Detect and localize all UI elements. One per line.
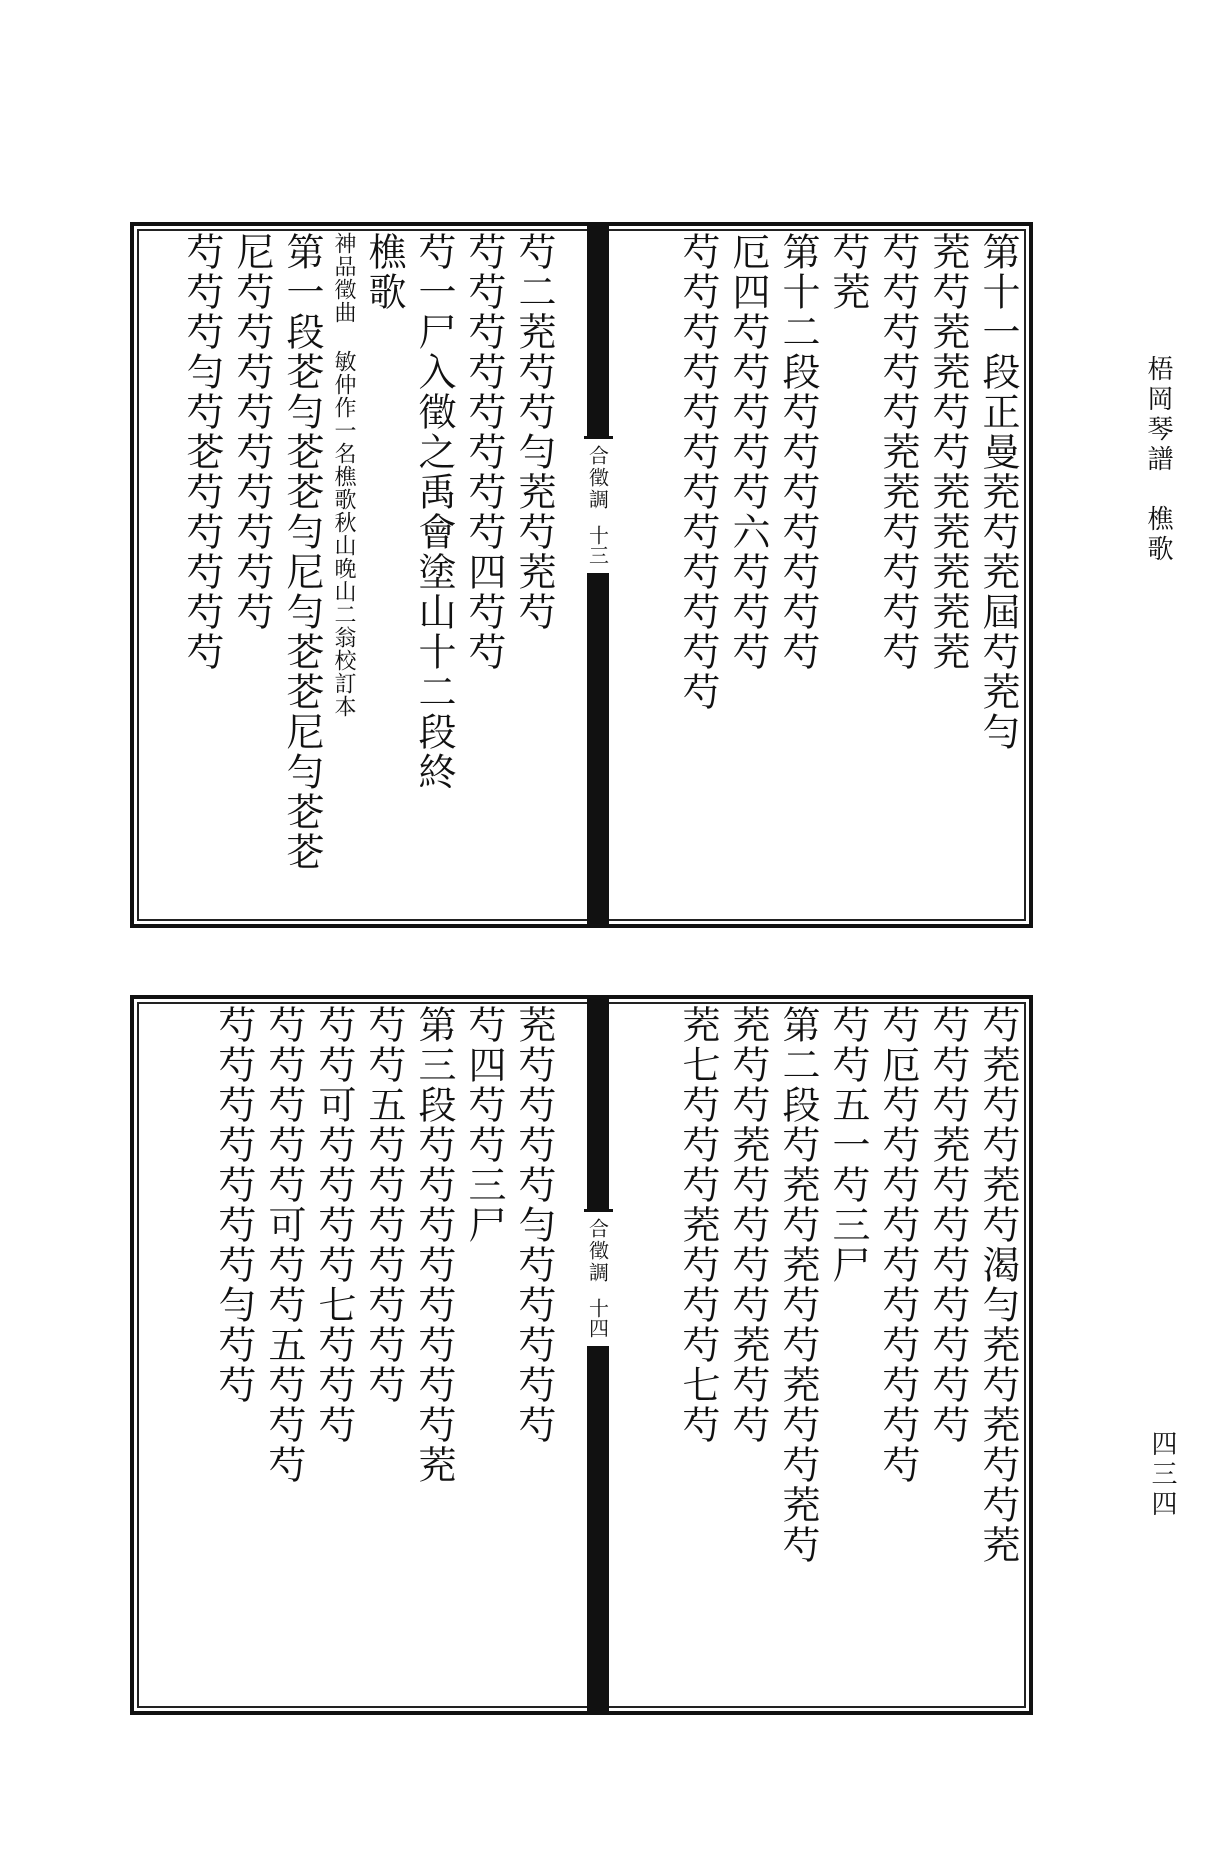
text-column: 芍四芍芍三尸 xyxy=(462,1005,506,1245)
page-block-bottom xyxy=(130,995,1033,1715)
center-spine-bottom xyxy=(581,999,615,1711)
mode-mark: 合徵調 xyxy=(584,436,613,517)
text-column: 第十二段芍芍芍芍芍芍芍 xyxy=(776,232,820,672)
text-column: 芍芍五一芍三尸 xyxy=(826,1005,870,1285)
center-spine-top xyxy=(581,226,615,924)
mode-mark: 合徵調 xyxy=(584,1209,613,1290)
page-number: 四三四 xyxy=(1147,1430,1177,1520)
piece-title: 樵歌 xyxy=(362,232,406,312)
text-column: 第十一段正曼茺芍茺屆芍茺勻 xyxy=(976,232,1020,752)
text-column: 芍芍芍芍芍芍芍芍芍芍芍芍 xyxy=(676,232,720,712)
folio-number: 十四 xyxy=(585,1298,610,1338)
piece-subtitle: 神品徵曲 敏仲作一名樵歌秋山晚山二翁校訂本 xyxy=(331,232,356,718)
text-column: 芍芍芍芍芍芍芍芍四芍芍 xyxy=(462,232,506,672)
text-column: 芍芍五芍芍芍芍芍芍芍 xyxy=(362,1005,406,1405)
text-column: 芍芍芍芍芍芍芍勻芍芍 xyxy=(212,1005,256,1405)
text-column: 芍芍芍芍芍可芍芍五芍芍芍 xyxy=(262,1005,306,1485)
text-column: 芍芍可芍芍芍芍七芍芍芍 xyxy=(312,1005,356,1445)
text-columns-right-top xyxy=(598,232,1029,918)
book-title: 梧岡琴譜 xyxy=(1143,355,1173,475)
text-column: 芍茺 xyxy=(826,232,870,312)
text-column: 芍二茺芍芍勻茺芍茺芍 xyxy=(512,232,556,632)
folio-number: 十三 xyxy=(585,525,610,565)
text-columns-left-bottom xyxy=(134,1005,565,1705)
text-column: 芍芍芍勻芍芲芍芍芍芍芍 xyxy=(180,232,224,672)
text-column: 茺芍芍芍芍勻芍芍芍芍芍 xyxy=(512,1005,556,1445)
text-column: 第三段芍芍芍芍芍芍芍芍茺 xyxy=(412,1005,456,1485)
text-column: 芍茺芍芍茺芍渴勻茺芍茺芍芍茺 xyxy=(976,1005,1020,1565)
running-title xyxy=(1140,355,1177,565)
text-column: 芍厄芍芍芍芍芍芍芍芍芍芍 xyxy=(876,1005,920,1485)
text-column: 茺芍芍茺芍芍芍芍茺芍芍 xyxy=(726,1005,770,1445)
text-column: 第一段芲勻芲芲勻尼勻芲芲尼勻芲芲 xyxy=(280,232,324,872)
text-columns-right-bottom xyxy=(598,1005,1029,1705)
piece-name: 樵歌 xyxy=(1143,505,1173,565)
text-column: 芍芍芍茺芍芍芍芍芍芍芍 xyxy=(926,1005,970,1445)
text-column: 第二段芍茺芍茺芍芍茺芍芍茺芍 xyxy=(776,1005,820,1565)
text-column: 尼芍芍芍芍芍芍芍芍芍 xyxy=(230,232,274,632)
text-column: 茺芍茺茺芍芍茺茺茺茺茺 xyxy=(926,232,970,672)
text-column: 厄四芍芍芍芍芍六芍芍芍 xyxy=(726,232,770,672)
text-column: 茺七芍芍芍茺芍芍芍七芍 xyxy=(676,1005,720,1445)
text-column: 芍一尸入徵之禹會塗山十二段終 xyxy=(412,232,456,792)
page-block-top xyxy=(130,222,1033,928)
text-columns-left-top xyxy=(134,232,565,918)
text-column: 芍芍芍芍芍茺茺芍芍芍芍 xyxy=(876,232,920,672)
